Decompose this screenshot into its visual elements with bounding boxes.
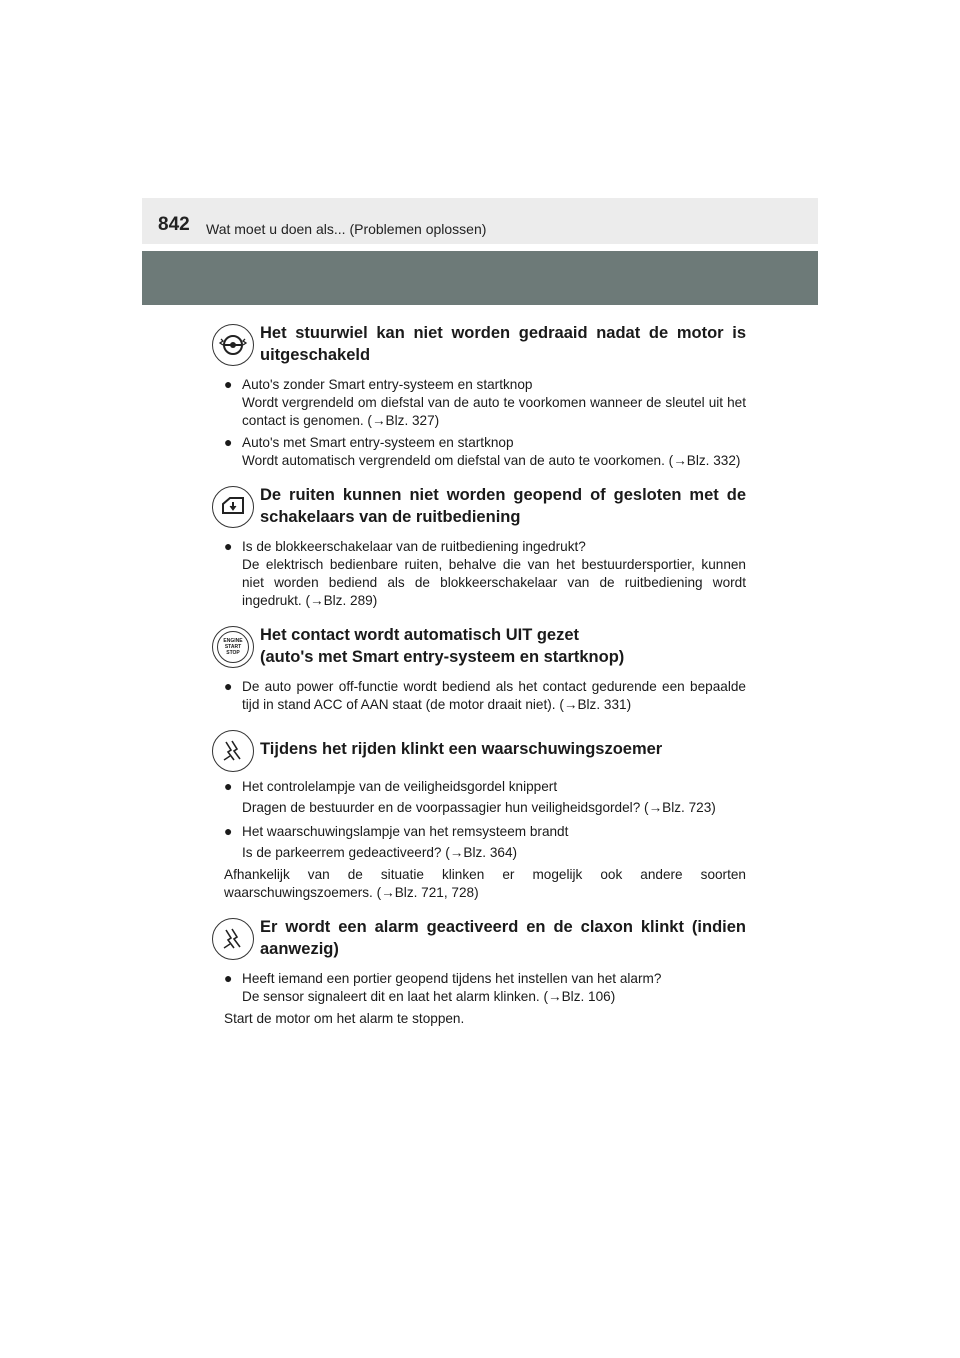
- section-note: Start de motor om het alarm te stoppen.: [224, 1011, 465, 1026]
- steering-lock-icon: [212, 324, 254, 366]
- section-alarm: [224, 916, 746, 1028]
- item-head: ● Auto's met Smart entry-systeem en startknop: [242, 435, 514, 450]
- item-body: Wordt automatisch vergrendeld om diefstal van de auto te voorkomen. (→Blz. 332): [242, 453, 741, 468]
- section-title: De ruiten kunnen niet worden geopend of gesloten met de schakelaars van de ruitbediening: [260, 486, 746, 526]
- section-auto-power-off: [224, 624, 746, 714]
- list-item: [224, 376, 746, 430]
- section-head: [224, 728, 746, 772]
- item-body: Wordt vergrendeld om diefstal van de auto te voorkomen wanneer de sleutel uit het contact is genomen. (→Blz. 327): [242, 395, 746, 428]
- title-bar: [142, 251, 818, 305]
- section-head: [224, 916, 746, 966]
- running-title: Wat moet u doen als... (Problemen oplossen): [206, 221, 487, 237]
- alarm-sound-icon: [212, 918, 254, 960]
- section-head: [224, 624, 746, 674]
- item-head: ● Auto's zonder Smart entry-systeem en startknop: [242, 377, 533, 392]
- section-head: [224, 322, 746, 372]
- engine-start-stop-icon: [212, 626, 254, 668]
- list-item: [224, 778, 746, 817]
- buzzer-sound-icon: [212, 730, 254, 772]
- item-head: ● Heeft iemand een portier geopend tijdens het instellen van het alarm?: [242, 971, 662, 986]
- list-item: [224, 970, 746, 1006]
- item-body: Dragen de bestuurder en de voorpassagier hun veiligheidsgordel? (→Blz. 723): [242, 800, 716, 815]
- list-item: [224, 538, 746, 610]
- list-item: [224, 823, 746, 862]
- item-body: De sensor signaleert dit en laat het alarm klinken. (→Blz. 106): [242, 989, 616, 1004]
- list-item: [224, 678, 746, 714]
- page-number: 842: [158, 214, 190, 235]
- item-body: De elektrisch bedienbare ruiten, behalve die van het bestuurdersportier, kunnen niet worden bediend als de blokkeerschakelaar van de ruitbediening wordt ingedrukt. (→Blz. 289): [242, 557, 746, 608]
- item-body: Is de parkeerrem gedeactiveerd? (→Blz. 364): [242, 845, 518, 860]
- section-warning-buzzer: [224, 728, 746, 902]
- section-head: [224, 484, 746, 534]
- item-head: ● Het waarschuwingslampje van het remsysteem brandt: [242, 824, 569, 839]
- item-head: ● Is de blokkeerschakelaar van de ruitbediening ingedrukt?: [242, 539, 586, 554]
- section-title-line1: Het contact wordt automatisch UIT gezet: [260, 626, 580, 644]
- section-steering-lock: [224, 322, 746, 470]
- section-note: Afhankelijk van de situatie klinken er mogelijk ook andere soorten waarschuwingszoemers. (→Blz. 721, 728): [224, 867, 746, 900]
- list-item: [224, 434, 746, 470]
- section-title-line2: (auto's met Smart entry-systeem en startknop): [260, 648, 625, 666]
- icon-text: ENGINE START STOP: [223, 638, 243, 656]
- item-head: ● Het controlelampje van de veiligheidsgordel knippert: [242, 779, 558, 794]
- item-head: ● De auto power off-functie wordt bediend als het contact gedurende een bepaalde tijd in stand ACC of AAN staat (de motor draait niet). (→Blz. 331): [242, 679, 746, 712]
- section-title: Het stuurwiel kan niet worden gedraaid nadat de motor is uitgeschakeld: [260, 324, 746, 364]
- content: [224, 322, 746, 1042]
- section-title: Er wordt een alarm geactiveerd en de claxon klinkt (indien aanwezig): [260, 918, 746, 958]
- section-title: Tijdens het rijden klinkt een waarschuwingszoemer: [260, 740, 663, 758]
- power-window-icon: [212, 486, 254, 528]
- section-power-windows: [224, 484, 746, 610]
